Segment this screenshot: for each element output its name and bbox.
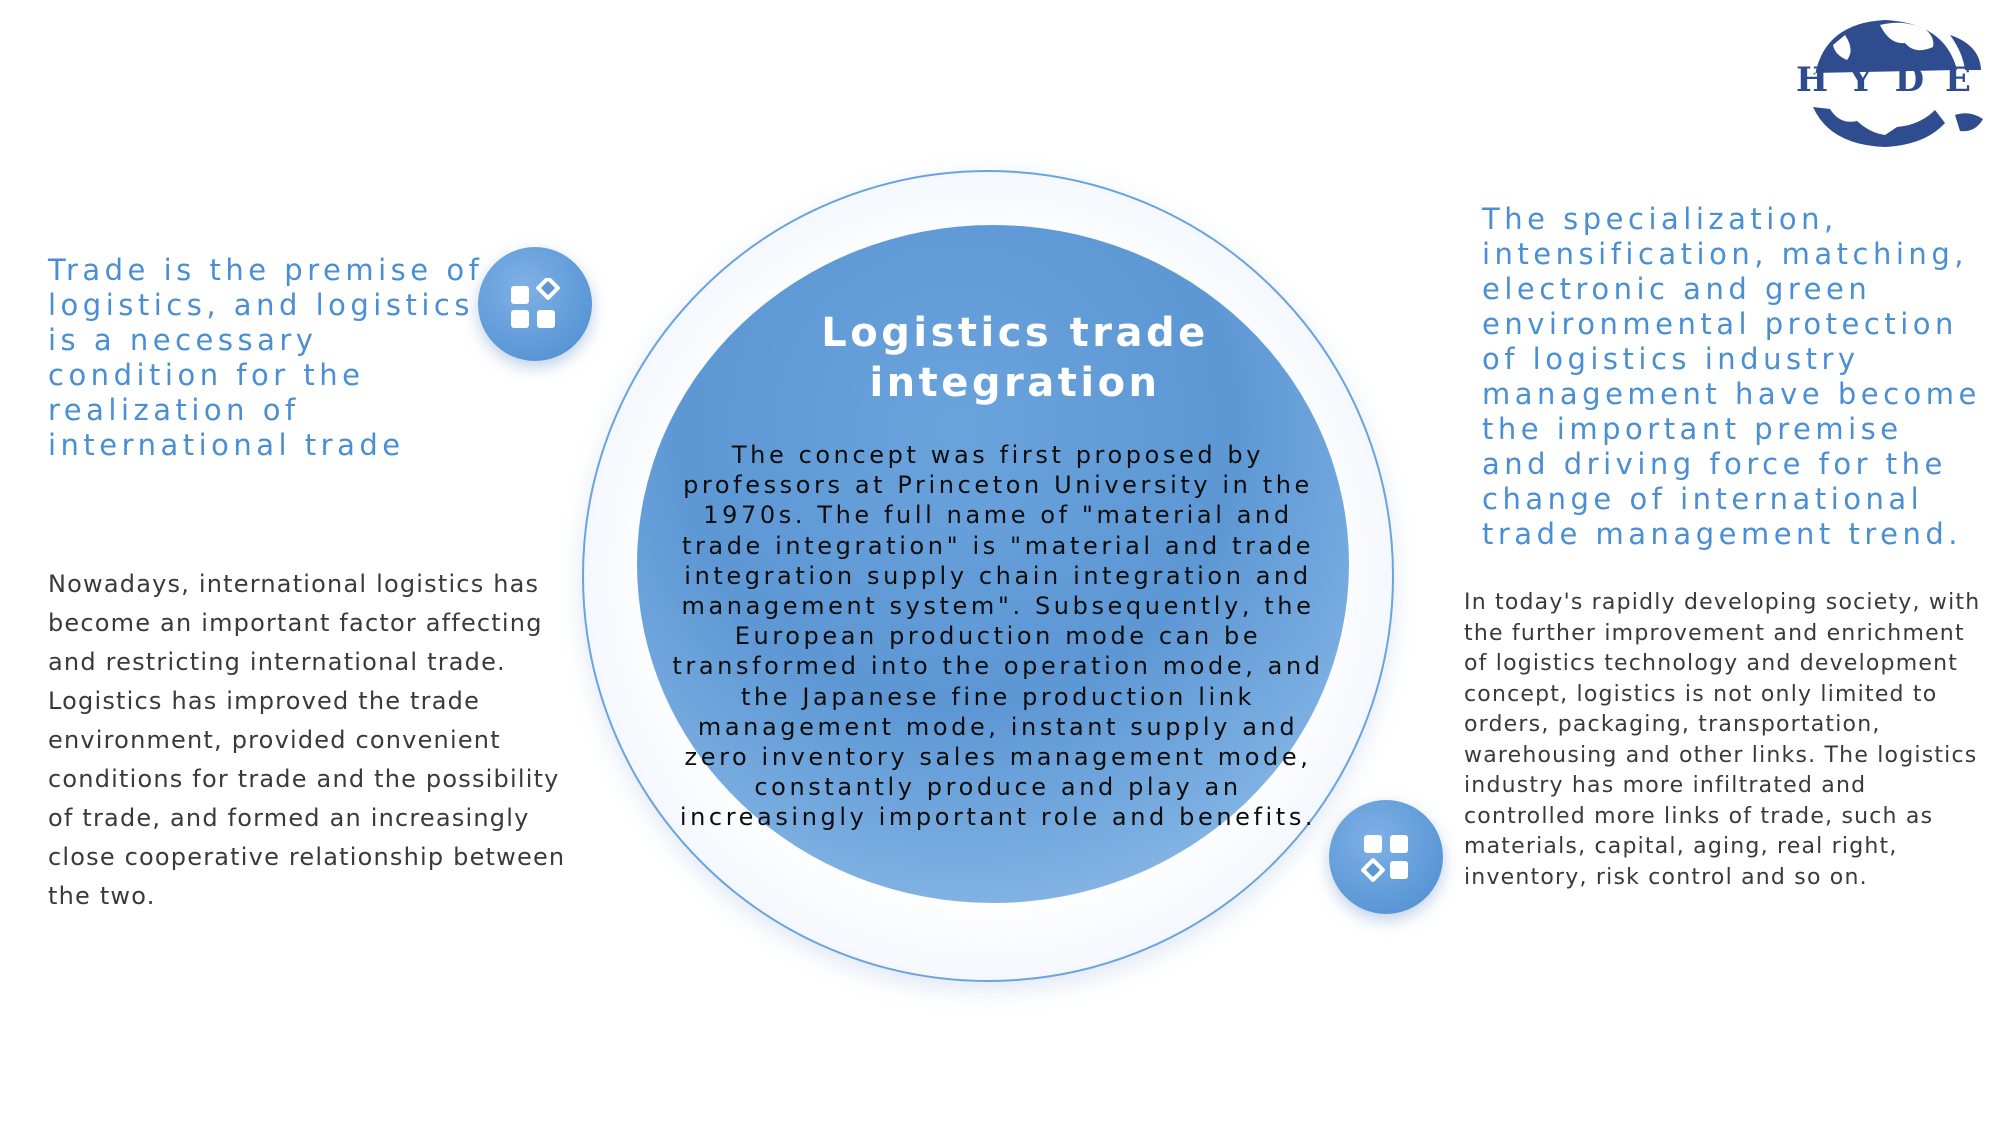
logo-letter: Y	[1848, 60, 1873, 100]
grid-diamond-icon	[509, 278, 561, 330]
right-statement: The specialization, intensification, matching, electronic and green environmental protection of logistics industry management have become the important premise and driving force for the change of international trade management trend.	[1482, 202, 1981, 551]
left-statement: Trade is the premise of logistics, and logistics is a necessary condition for the realization of international trade	[48, 253, 484, 462]
logo-letter: E	[1945, 60, 1971, 100]
right-paragraph: In today's rapidly developing society, with the further improvement and enrichment of logistics technology and development concept, logistics is not only limited to orders, packaging, transportation, warehousing and other links. The logistics industry has more infiltrated and controlled more links of trade, such as materials, capital, aging, real right, inventory, risk control and so on.	[1464, 590, 1981, 890]
center-body: The concept was first proposed by professors at Princeton University in the 1970s. The full name of "material and trade integration" is "material and trade integration supply chain integration and management system". Subsequently, the European production mode can be transformed into the operation mode, and the Japanese fine production link management mode, instant supply and zero inventory sales management mode, constantly produce and play an increasingly important role and benefits.	[672, 441, 1324, 832]
right-icon-badge	[1329, 800, 1443, 914]
logo-letter: D	[1894, 60, 1925, 100]
left-icon-badge	[478, 247, 592, 361]
left-paragraph: Nowadays, international logistics has become an important factor affecting and restricting international trade. Logistics has improved the trade environment, provided convenient conditions for trade and the possibility of trade, and formed an increasingly close cooperative relationship between the two.	[48, 570, 566, 910]
grid-diamond-icon	[1360, 831, 1412, 883]
logo-letter: H	[1795, 60, 1829, 100]
center-title: Logistics trade integration	[821, 310, 1209, 406]
logo-text	[1788, 60, 1982, 100]
